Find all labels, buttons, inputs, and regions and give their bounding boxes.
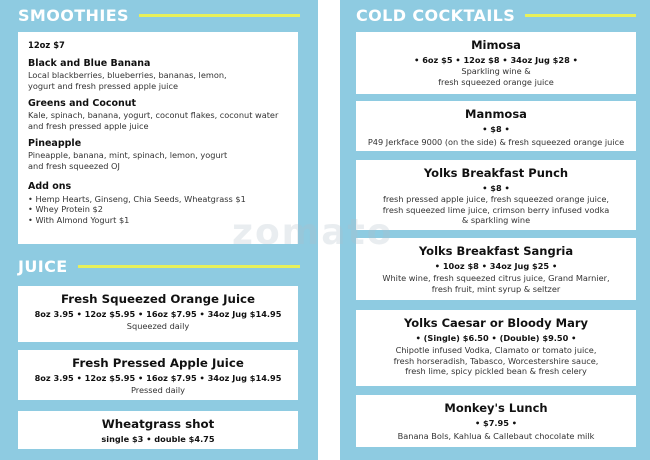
cocktail-desc-line: White wine, fresh squeezed citrus juice, Grand Marnier,: [382, 273, 610, 283]
smoothies-heading-text: SMOOTHIES: [18, 6, 129, 25]
smoothie-desc-line: Pineapple, banana, mint, spinach, lemon, yogurt: [28, 150, 228, 161]
juice-card: [18, 411, 298, 449]
cocktail-card: [356, 160, 636, 230]
smoothie-desc-line: Local blackberries, blueberries, bananas, lemon,: [28, 70, 227, 80]
juice-note: Pressed daily: [131, 385, 185, 395]
juice-name: Wheatgrass shot: [101, 417, 215, 431]
addons-title: Add ons: [28, 180, 72, 192]
cocktail-desc-line: fresh horseradish, Tabasco, Worcestershire sauce,: [393, 355, 599, 366]
cocktails-heading-text: COLD COCKTAILS: [356, 6, 516, 25]
addon-item: • With Almond Yogurt $1: [28, 215, 288, 226]
juice-prices: single $3 • double $4.75: [101, 434, 215, 444]
cocktail-name: Manmosa: [465, 107, 527, 121]
cocktail-name: Yolks Breakfast Punch: [423, 166, 569, 180]
smoothie-item: [28, 98, 288, 131]
cocktail-card: [356, 238, 636, 300]
cocktail-prices: • $8 •: [482, 183, 510, 193]
juice-name: Fresh Pressed Apple Juice: [72, 356, 244, 370]
cocktail-desc-line: & sparkling wine: [461, 215, 531, 226]
cocktail-desc-line: fresh lime, spicy pickled bean & fresh celery: [405, 366, 587, 377]
smoothie-desc-line: and fresh pressed apple juice: [28, 120, 149, 131]
cocktail-card: [356, 101, 636, 151]
cocktails-heading-rule: [525, 14, 636, 17]
smoothie-item: [28, 58, 288, 91]
cocktail-name: Mimosa: [471, 38, 521, 52]
smoothie-desc-line: yogurt and fresh pressed apple juice: [28, 80, 178, 91]
cocktail-desc-line: fresh squeezed orange juice: [438, 76, 554, 87]
cocktail-desc-line: Banana Bols, Kahlua & Callebaut chocolate milk: [397, 431, 595, 441]
smoothie-name: Greens and Coconut: [28, 98, 137, 110]
addon-item: • Hemp Hearts, Ginseng, Chia Seeds, Wheatgrass $1: [28, 194, 288, 205]
cocktail-name: Yolks Breakfast Sangria: [418, 244, 574, 258]
smoothies-heading: [18, 6, 300, 25]
zomato-watermark: zomato: [232, 212, 394, 253]
smoothie-desc-line: and fresh squeezed OJ: [28, 160, 120, 171]
cocktail-desc-line: Chipotle infused Vodka, Clamato or tomato juice,: [395, 345, 597, 355]
cocktail-card: [356, 32, 636, 94]
juice-card: [18, 286, 298, 342]
cocktail-desc-line: fresh pressed apple juice, fresh squeezed orange juice,: [382, 194, 610, 204]
cocktail-prices: • 6oz $5 • 12oz $8 • 34oz Jug $28 •: [414, 55, 578, 65]
juice-heading-rule: [78, 265, 300, 268]
cocktail-card: [356, 310, 636, 386]
juice-prices: 8oz 3.95 • 12oz $5.95 • 16oz $7.95 • 34oz Jug $14.95: [34, 373, 282, 383]
juice-heading-text: JUICE: [18, 257, 68, 276]
smoothie-desc-line: Kale, spinach, banana, yogurt, coconut flakes, coconut water: [28, 110, 279, 121]
smoothie-name: Pineapple: [28, 138, 82, 150]
smoothies-heading-rule: [139, 14, 300, 17]
cocktail-prices: • $8 •: [482, 124, 510, 134]
cocktail-prices: • 10oz $8 • 34oz Jug $25 •: [434, 261, 558, 271]
smoothie-size-price: 12oz $7: [28, 40, 65, 50]
cocktails-heading: [356, 6, 636, 25]
smoothie-name: Black and Blue Banana: [28, 58, 151, 69]
juice-name: Fresh Squeezed Orange Juice: [61, 292, 255, 306]
cocktail-desc-line: fresh fruit, mint syrup & seltzer: [431, 283, 561, 294]
juice-prices: 8oz 3.95 • 12oz $5.95 • 16oz $7.95 • 34oz Jug $14.95: [34, 309, 282, 319]
cocktail-name: Monkey's Lunch: [444, 401, 548, 415]
juice-heading: [18, 257, 300, 276]
juice-card: [18, 350, 298, 400]
smoothie-item: [28, 138, 288, 171]
cocktail-prices: • $7.95 •: [474, 418, 518, 428]
cocktail-card: [356, 395, 636, 447]
cocktail-desc-line: fresh squeezed lime juice, crimson berry infused vodka: [382, 204, 610, 215]
juice-note: Squeezed daily: [126, 321, 190, 331]
cocktail-prices: • (Single) $6.50 • (Double) $9.50 •: [415, 333, 577, 343]
cocktail-name: Yolks Caesar or Bloody Mary: [403, 316, 589, 330]
cocktail-desc-line: Sparkling wine &: [461, 66, 531, 76]
addon-item: • Whey Protein $2: [28, 204, 288, 215]
cocktail-desc-line: P49 Jerkface 9000 (on the side) & fresh squeezed orange juice: [367, 137, 625, 147]
